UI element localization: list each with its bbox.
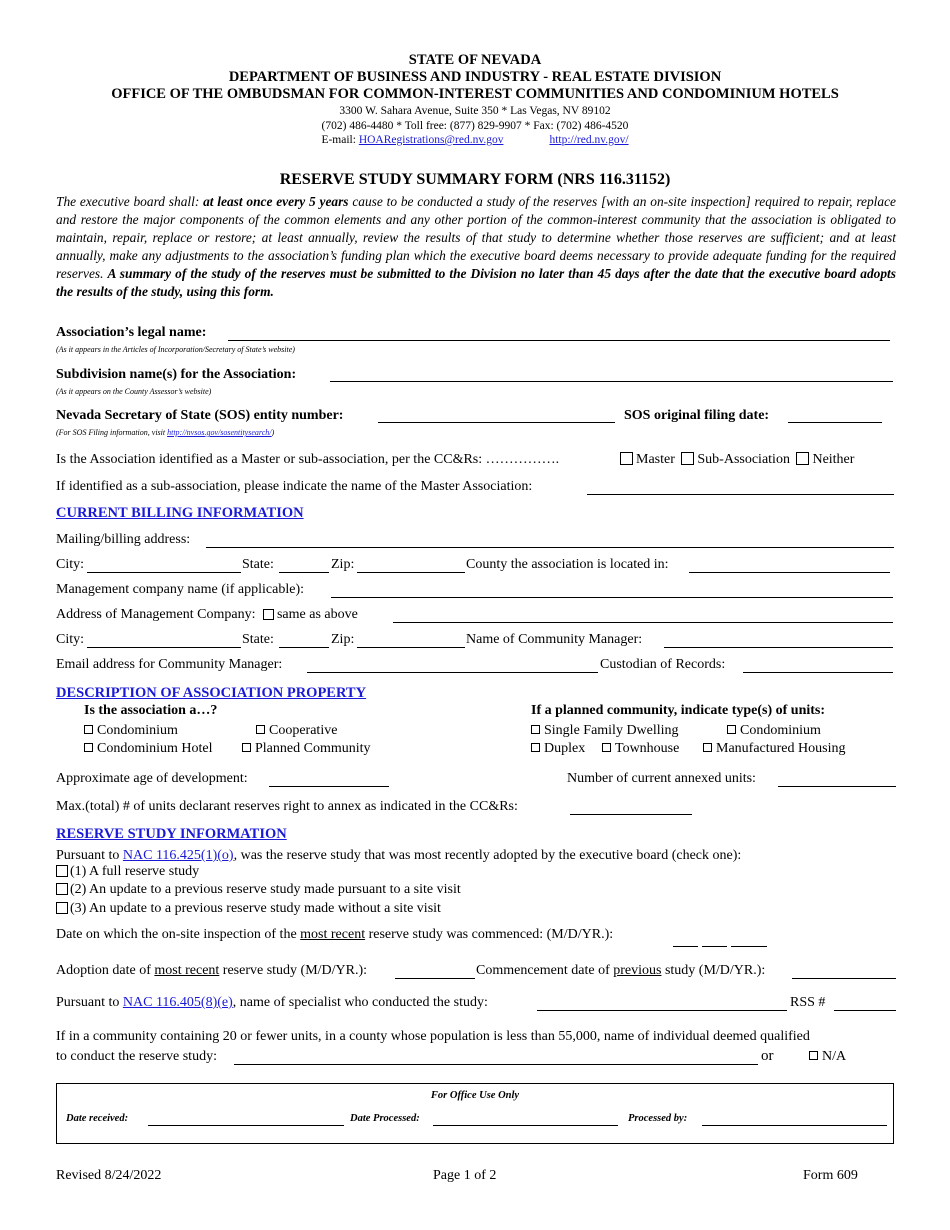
custodian-field[interactable]	[743, 672, 893, 673]
master-name-question: If identified as a sub-association, please indicate the name of the Master Association:	[56, 479, 533, 494]
update-site-visit-checkbox[interactable]	[56, 883, 68, 895]
header-department: DEPARTMENT OF BUSINESS AND INDUSTRY - REAL ESTATE DIVISION	[228, 69, 722, 85]
neither-checkbox[interactable]	[796, 452, 809, 465]
master-question: Is the Association identified as a Master or sub-association, per the CC&Rs: …………….	[56, 452, 560, 467]
is-association-label: Is the association a…?	[84, 703, 218, 718]
city-label: City:	[56, 557, 85, 572]
opt-update-site-visit	[56, 882, 461, 898]
header-state: STATE OF NEVADA	[408, 52, 542, 68]
community-manager-label: Name of Community Manager:	[466, 632, 643, 647]
na-label: N/A	[822, 1049, 847, 1064]
master-options	[620, 452, 854, 468]
date-received-field[interactable]	[148, 1125, 344, 1126]
city2-field[interactable]	[87, 647, 241, 648]
same-as-above-checkbox[interactable]	[263, 609, 274, 620]
condo-hotel-checkbox[interactable]	[84, 743, 93, 752]
condominium2-checkbox[interactable]	[727, 725, 736, 734]
master-option-label: Master	[636, 452, 675, 467]
opt-planned	[242, 741, 371, 757]
same-as-above-label: same as above	[276, 607, 358, 622]
pursuant1-post: , was the reserve study that was most recently adopted by the executive board (check one):	[233, 848, 742, 863]
duplex-label: Duplex	[544, 741, 586, 756]
header-contact	[0, 133, 950, 148]
inspection-post: reserve study was commenced: (M/D/YR.):	[365, 927, 614, 942]
full-study-checkbox[interactable]	[56, 865, 68, 877]
sos-note-text: (For SOS Filing information, visit	[56, 428, 168, 437]
property-heading: DESCRIPTION OF ASSOCIATION PROPERTY	[56, 685, 367, 701]
email-manager-label: Email address for Community Manager:	[56, 657, 283, 672]
rss-field[interactable]	[834, 1010, 896, 1011]
date-processed-field[interactable]	[433, 1125, 618, 1126]
cooperative-checkbox[interactable]	[256, 725, 265, 734]
na-option	[809, 1049, 846, 1065]
master-checkbox[interactable]	[620, 452, 633, 465]
legal-name-label: Association’s legal name:	[56, 325, 207, 340]
inspection-day-field[interactable]	[702, 946, 727, 947]
commencement-field[interactable]	[792, 978, 896, 979]
city2-label: City:	[56, 632, 85, 647]
community-manager-field[interactable]	[664, 647, 893, 648]
adoption-label	[56, 963, 367, 979]
pursuant2-pre: Pursuant to	[56, 995, 123, 1010]
adoption-post: reserve study (M/D/YR.):	[219, 963, 368, 978]
sos-note-link[interactable]: http://nvsos.gov/sosentitysearch/	[167, 428, 272, 437]
mgmt-address-label	[56, 607, 358, 623]
condominium-label: Condominium	[97, 723, 178, 738]
sfd-checkbox[interactable]	[531, 725, 540, 734]
townhouse-checkbox[interactable]	[602, 743, 611, 752]
mgmt-address-field[interactable]	[393, 622, 893, 623]
sub-association-checkbox[interactable]	[681, 452, 694, 465]
annexed-units-field[interactable]	[778, 786, 896, 787]
adoption-field[interactable]	[395, 978, 475, 979]
planned-label: Planned Community	[255, 741, 371, 756]
pursuant1-pre: Pursuant to	[56, 848, 123, 863]
opt-sfd	[531, 723, 679, 739]
form-title: RESERVE STUDY SUMMARY FORM (NRS 116.31152)	[279, 171, 671, 188]
adoption-most-recent: most recent	[154, 963, 220, 978]
zip-field[interactable]	[357, 572, 465, 573]
inspection-month-field[interactable]	[673, 946, 698, 947]
duplex-checkbox[interactable]	[531, 743, 540, 752]
manufactured-checkbox[interactable]	[703, 743, 712, 752]
neither-label: Neither	[812, 452, 855, 467]
approx-age-field[interactable]	[269, 786, 389, 787]
intro-text-2: cause to be conducted a study of the reserves [with an on-site inspection] required to repair, replace and restore the major components of the common elements and any other portion of the common-interest community that the association is obligated to maintain, repair, replace or restore; at least annually, review the results of that study to determine whether those reserves are sufficient; and at least annually, make any adjustments to the association’s funding plan which the executive board deems necessary to provide adequate funding for the required reserves.	[56, 194, 896, 281]
legal-name-note: (As it appears in the Articles of Incorporation/Secretary of State’s website)	[56, 345, 295, 354]
commence-pre: Commencement date of	[476, 963, 614, 978]
condominium2-label: Condominium	[740, 723, 821, 738]
office-use-title: For Office Use Only	[430, 1090, 520, 1101]
opt-update-no-visit	[56, 901, 441, 917]
county-label: County the association is located in:	[466, 557, 669, 572]
legal-name-field[interactable]	[228, 340, 890, 341]
sfd-label: Single Family Dwelling	[544, 723, 679, 738]
sos-note	[56, 428, 274, 437]
small-community-line1: If in a community containing 20 or fewer units, in a county whose population is less than 55,000, name of individual deemed qualified	[56, 1029, 810, 1044]
email-link[interactable]: HOARegistrations@red.nv.gov	[358, 134, 504, 146]
subdivision-field[interactable]	[330, 381, 893, 382]
billing-heading: CURRENT BILLING INFORMATION	[56, 505, 304, 521]
sub-association-label: Sub-Association	[697, 452, 790, 467]
subdivision-note: (As it appears on the County Assessor’s website)	[56, 387, 212, 396]
max-units-label: Max.(total) # of units declarant reserves right to annex as indicated in the CC&Rs:	[56, 799, 518, 814]
qualified-individual-field[interactable]	[234, 1064, 758, 1065]
manufactured-label: Manufactured Housing	[716, 741, 846, 756]
cooperative-label: Cooperative	[269, 723, 338, 738]
subdivision-label: Subdivision name(s) for the Association:	[56, 367, 297, 382]
update-no-visit-checkbox[interactable]	[56, 902, 68, 914]
intro-paragraph	[56, 193, 896, 301]
mgmt-address-text: Address of Management Company:	[56, 607, 256, 622]
opt-manufactured	[703, 741, 845, 757]
max-units-field[interactable]	[570, 814, 692, 815]
opt-condominium	[84, 723, 178, 739]
sos-note-close: )	[271, 428, 275, 437]
state2-label: State:	[242, 632, 274, 647]
custodian-label: Custodian of Records:	[600, 657, 726, 672]
intro-bold-1: at least once every 5 years	[203, 194, 349, 209]
header-office: OFFICE OF THE OMBUDSMAN FOR COMMON-INTEREST COMMUNITIES AND CONDOMINIUM HOTELS	[111, 86, 839, 102]
pursuant1-text	[56, 848, 741, 864]
inspection-year-field[interactable]	[731, 946, 767, 947]
townhouse-label: Townhouse	[615, 741, 680, 756]
annexed-units-label: Number of current annexed units:	[567, 771, 756, 786]
opt-condominium2	[727, 723, 821, 739]
inspection-most-recent: most recent	[300, 927, 366, 942]
footer-form: Form 609	[803, 1168, 858, 1183]
specialist-field[interactable]	[537, 1010, 787, 1011]
zip2-field[interactable]	[357, 647, 465, 648]
reserve-heading: RESERVE STUDY INFORMATION	[56, 826, 287, 842]
update-no-visit-label: (3) An update to a previous reserve study made without a site visit	[70, 901, 441, 916]
processed-by-field[interactable]	[702, 1125, 887, 1126]
mailing-label: Mailing/billing address:	[56, 532, 191, 547]
mgmt-name-field[interactable]	[331, 597, 893, 598]
state-field[interactable]	[279, 572, 329, 573]
pursuant2-text	[56, 995, 488, 1011]
header-address: 3300 W. Sahara Avenue, Suite 350 * Las Vegas, NV 89102	[339, 105, 611, 117]
header-phones: (702) 486-4480 * Toll free: (877) 829-9907 * Fax: (702) 486-4520	[321, 120, 629, 132]
nac-116-425-link[interactable]: NAC 116.425(1)(o)	[122, 848, 234, 863]
footer-page: Page 1 of 2	[433, 1168, 497, 1183]
state2-field[interactable]	[279, 647, 329, 648]
zip-label: Zip:	[331, 557, 355, 572]
mgmt-name-label: Management company name (if applicable):	[56, 582, 305, 597]
date-processed-label: Date Processed:	[350, 1113, 420, 1124]
city-field[interactable]	[87, 572, 241, 573]
update-site-visit-label: (2) An update to a previous reserve study made pursuant to a site visit	[70, 882, 461, 897]
commence-previous: previous	[613, 963, 662, 978]
master-name-field[interactable]	[587, 494, 894, 495]
state-label: State:	[242, 557, 274, 572]
sos-entity-label: Nevada Secretary of State (SOS) entity number:	[56, 408, 344, 423]
inspection-pre: Date on which the on-site inspection of the	[56, 927, 301, 942]
planned-question: If a planned community, indicate type(s) of units:	[531, 703, 826, 718]
or-label: or	[761, 1048, 774, 1064]
county-field[interactable]	[689, 572, 890, 573]
mailing-field[interactable]	[206, 547, 894, 548]
commence-post: study (M/D/YR.):	[661, 963, 766, 978]
sos-filing-label: SOS original filing date:	[624, 408, 770, 423]
email-manager-field[interactable]	[307, 672, 598, 673]
sos-filing-field[interactable]	[788, 422, 882, 423]
opt-townhouse	[602, 741, 679, 757]
intro-text-1: The executive board shall:	[56, 194, 204, 209]
sos-entity-field[interactable]	[378, 422, 615, 423]
zip2-label: Zip:	[331, 632, 355, 647]
adoption-pre: Adoption date of	[56, 963, 155, 978]
nac-116-405-link[interactable]: NAC 116.405(8)(e)	[122, 995, 233, 1010]
inspection-label	[56, 927, 613, 943]
condominium-checkbox[interactable]	[84, 725, 93, 734]
condo-hotel-label: Condominium Hotel	[97, 741, 213, 756]
na-checkbox[interactable]	[809, 1051, 818, 1060]
footer-revised: Revised 8/24/2022	[56, 1168, 162, 1183]
approx-age-label: Approximate age of development:	[56, 771, 248, 786]
date-received-label: Date received:	[66, 1113, 129, 1124]
opt-duplex	[531, 741, 585, 757]
opt-cooperative	[256, 723, 337, 739]
opt-full-study	[56, 864, 199, 880]
small-community-line2: to conduct the reserve study:	[56, 1049, 217, 1064]
pursuant2-post: , name of specialist who conducted the study:	[232, 995, 488, 1010]
commencement-label	[476, 963, 765, 979]
planned-checkbox[interactable]	[242, 743, 251, 752]
intro-bold-2: A summary of the study of the reserves must be submitted to the Division no later than 45 days after the date that the executive board adopts the results of the study, using this form.	[56, 266, 896, 299]
rss-label: RSS #	[790, 995, 826, 1010]
email-label: E-mail:	[321, 134, 359, 146]
website-link[interactable]: http://red.nv.gov/	[549, 134, 629, 146]
processed-by-label: Processed by:	[628, 1113, 688, 1124]
full-study-label: (1) A full reserve study	[70, 864, 200, 879]
opt-condo-hotel	[84, 741, 213, 757]
